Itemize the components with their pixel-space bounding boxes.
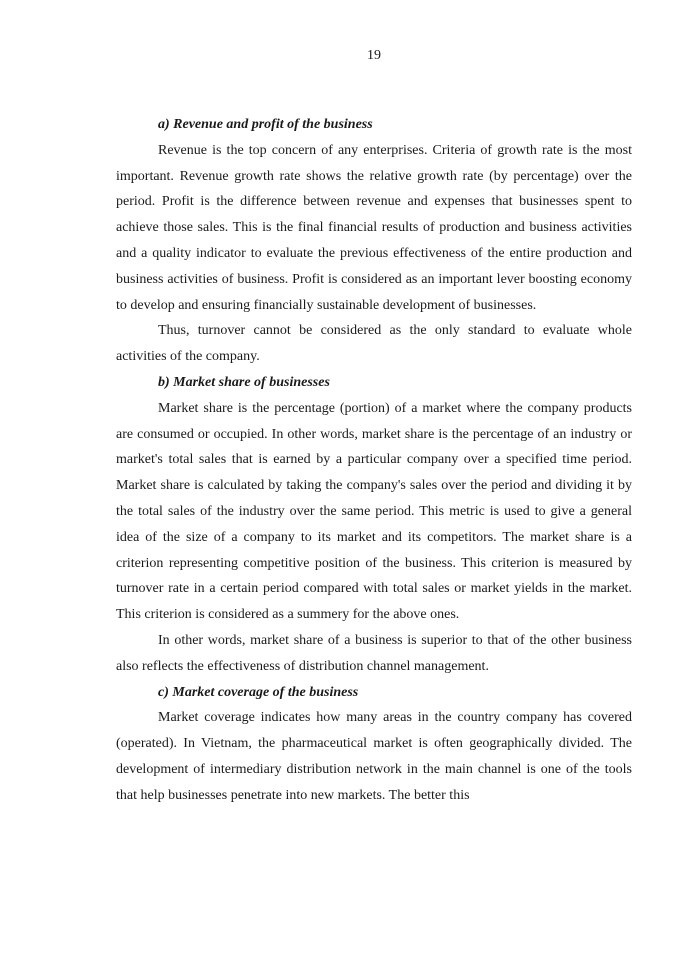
paragraph-turnover: Thus, turnover cannot be considered as the only standard to evaluate whole activities of the company. [116, 323, 632, 365]
paragraph-revenue: Revenue is the top concern of any enterprises. Criteria of growth rate is the most important. Revenue growth rate shows the relative growth rate (by percentage) over the period. Profit is the difference between revenue and expenses that businesses spent to achieve those sales. This is the final financial results of production and business activities and a quality indicator to evaluate the previous effectiveness of the entire production and business activities of business. Profit is considered as an important lever boosting economy to develop and ensuring financially sustainable development of businesses. [116, 142, 632, 313]
paragraph-market-share-other-words: In other words, market share of a business is superior to that of the other business also reflects the effectiveness of distribution channel management. [116, 632, 632, 674]
paragraph-market-share: Market share is the percentage (portion) of a market where the company products are consumed or occupied. In other words, market share is the percentage of an industry or market's total sales that is earned by a particular company over a specified time period. Market share is calculated by taking the company's sales over the period and dividing it by the total sales of the industry over the same period. This metric is used to give a general idea of the size of a company to its market and its competitors. The market share is a criterion representing competitive position of the business. This criterion is measured by turnover rate in a certain period compared with total sales or market yields in the market. This criterion is considered as a summery for the above ones. [116, 400, 632, 623]
section-heading-revenue-profit: a) Revenue and profit of the business [158, 117, 373, 132]
paragraph-market-coverage: Market coverage indicates how many areas in the country company has covered (operated). In Vietnam, the pharmaceutical market is often geographically divided. The development of intermediary distribution network in the main channel is one of the tools that help businesses penetrate into new markets. The better this [116, 710, 632, 803]
page-body [116, 110, 632, 809]
page-number: 19 [367, 48, 381, 63]
section-heading-market-share: b) Market share of businesses [158, 374, 330, 390]
section-heading-market-coverage: c) Market coverage of the business [158, 684, 359, 700]
